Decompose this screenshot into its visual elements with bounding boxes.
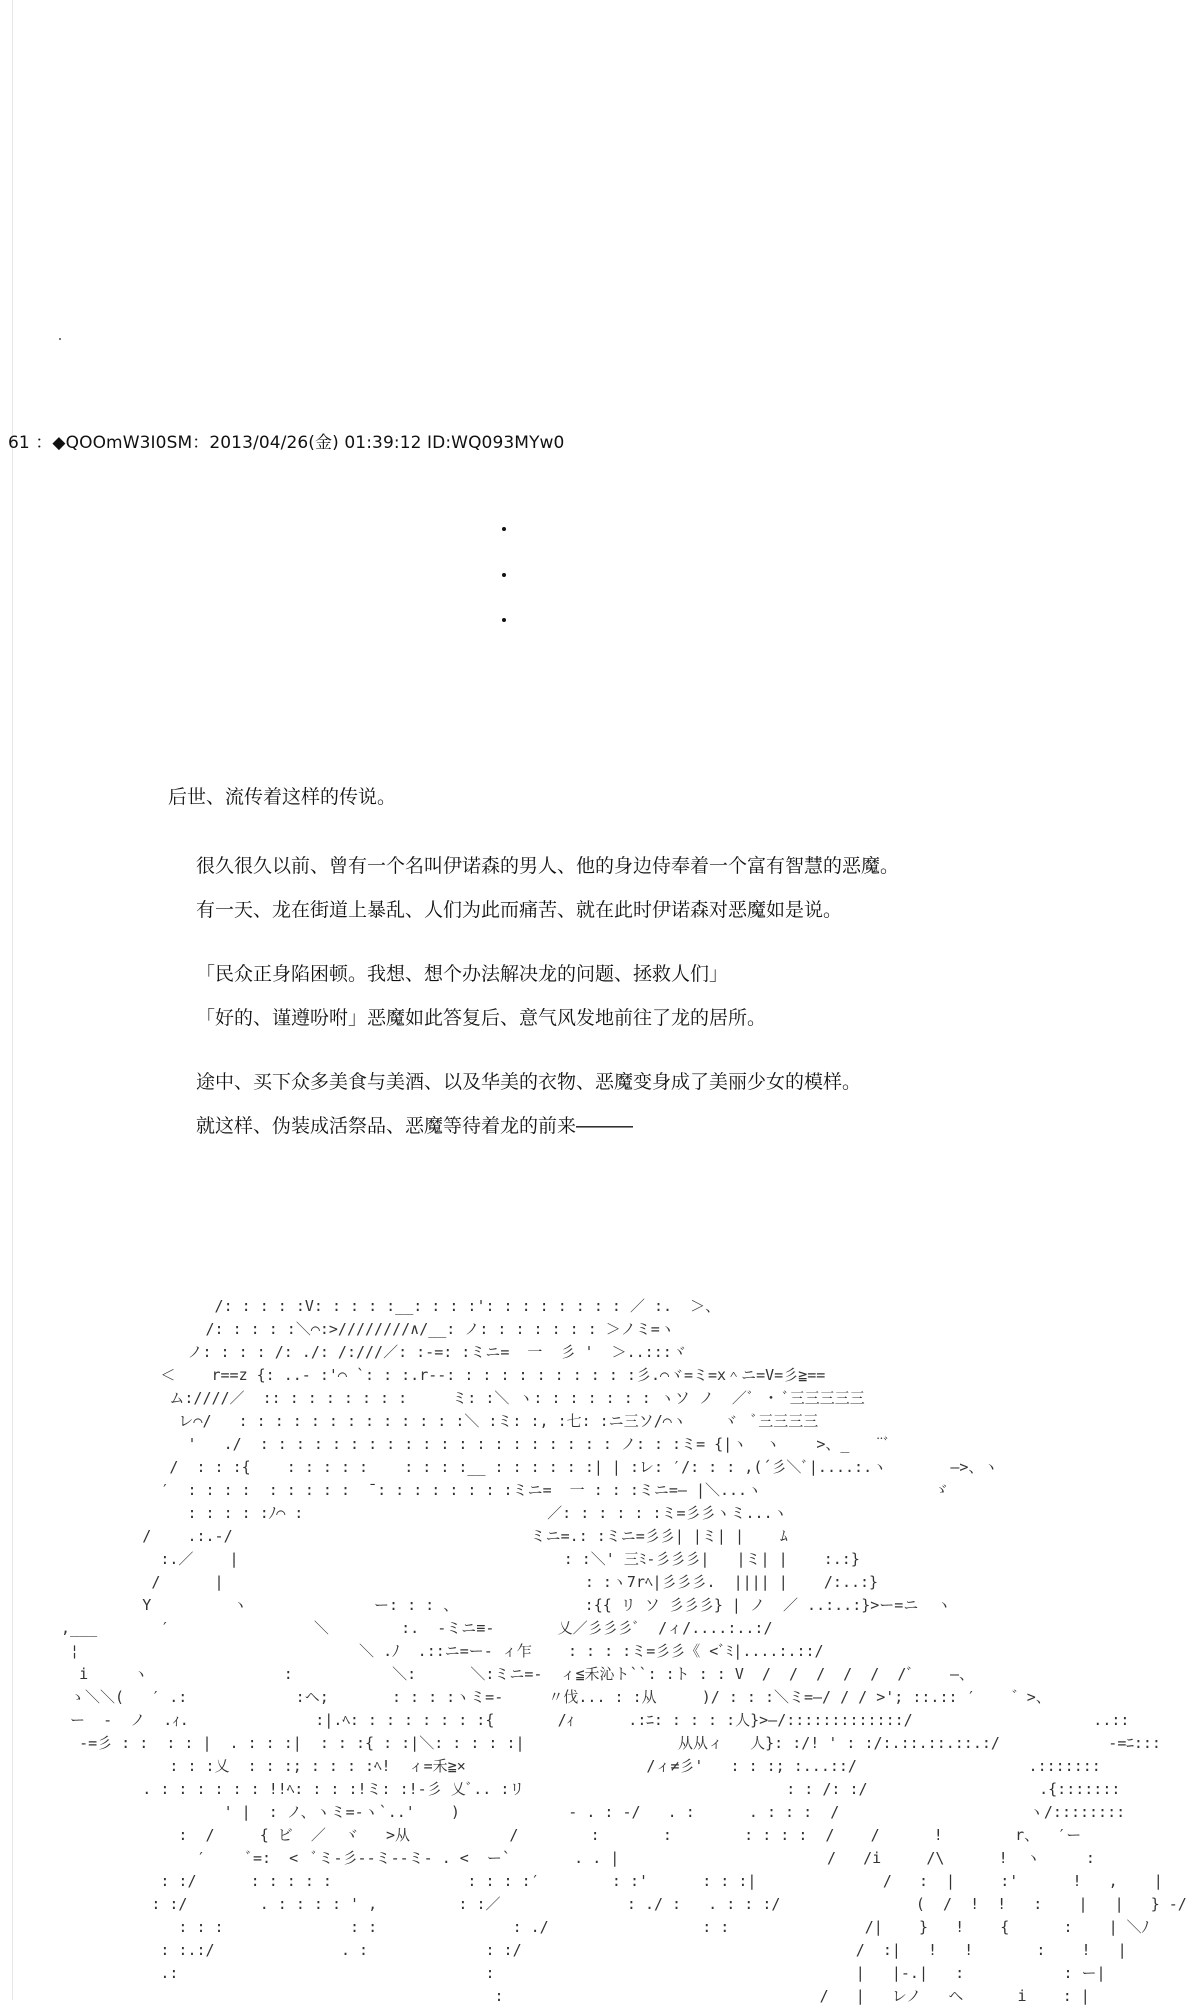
ellipsis-dot [502,573,506,577]
ellipsis-dot [502,527,506,531]
story-text [168,782,899,1148]
story-line: 「好的、谨遵吩咐」恶魔如此答复后、意气风发地前往了龙的居所。 [196,1007,767,1029]
post-header: 61 ：◆QOOmW3I0SM：2013/04/26(金) 01:39:12 ID:WQ093MYw0 [8,433,565,453]
story-line: 途中、买下众多美食与美酒、以及华美的衣物、恶魔变身成了美丽少女的模样。 [196,1071,862,1093]
story-line: 就这样、伪装成活祭品、恶魔等待着龙的前来――― [196,1115,634,1137]
story-line: 「民众正身陷困顿。我想、想个办法解决龙的问题、拯救人们」 [196,963,729,985]
story-line: 有一天、龙在街道上暴乱、人们为此而痛苦、就在此时伊诺森对恶魔如是说。 [196,899,843,921]
ellipsis-dot [502,618,506,622]
story-line: 很久很久以前、曾有一个名叫伊诺森的男人、他的身边侍奉着一个富有智慧的恶魔。 [196,855,900,877]
stray-dot [59,338,61,340]
ascii-art-illustration: /: : : : :V: : : : :__: : : :': : : : : : : : ／ :. ＞、 /: : : : :＼⌒:>////////∧/__: ノ: : : : : : : ＞ノミ=ヽ ノ: : : : /: ./: /:///／: :-=: :ミニ= 一 彡 ' ＞..:::ヾ ＜ r==z {: ..- :'⌒ `: : :.r--: : : : : : : : : : :彡.⌒ヾ=ミ=x＾ニ=V=彡≧== ム:////／ :: : : : : : : : ミ: :＼ ヽ: : : : : : : ヽソ ノ ／ﾞ ・ ﾞ三三三三三 レ⌒/ : : : : : : : : : : : : :＼ :ミ: :, :七: :ニ三ソ/⌒ヽ ヾ ﾞ三三三三 ' ./ : : : : : : : : : : : : : : : : : : : : ノ: : :ミ= {|ヽ ヽ >、_ ¨ﾞ / : : :{ : : : : : : : : :__ : : : : : :| | :レ: ′/: : : ,(´彡＼ﾞ|....:.ヽ ―>、ヽ ′ : : : : : : : : : ̄ : : : : : : : :ミニ= 一 : : :ミニ=― |＼...ヽ ゞ : : : : :ﾉ⌒ : ／: : : : : :ミ=彡彡ヽミ...ヽ / .:.-/ ミニ=.: :ミニ=彡彡| |ミ| | ﾑ :.／ | : :＼' 三ﾐ‐彡彡彡| |ミ| | :.:} / | : :ヽ7rﾍ|彡彡彡. |||| | /:..:} Y ヽ ー: : : 、 :{{ リ ソ 彡彡彡} | ノ ／ ..:..:}>ー=ニ ヽ ,___ ′ ＼ :. -ミニ≡- 乂／彡彡彡ﾞ /ィ/....:..:/ ¦ ＼ .ﾉ .::ニ=ー- ィ乍 : : : :ミ=彡彡《 <ﾞﾐ|....:.::/ i ヽ : ＼: ＼:ミニ=- ィ≦禾沁ト``: :ト : : V / / / / / /ﾞ ―、 ゝ＼＼( ′ .: :ヘ; : : : :ヽミ=- 〃伐... : :从 )/ : : :＼ミ=―/ / / >'; ::.:: ′ ゛>、 ー - ノ .ｨ. :|.ﾍ: : : : : : : :{ /ｨ .:ﾆ: : : : :人}>―/:::::::::::::/ ..:: -=彡 : : : : | . : : :| : : :{ : :|＼: : : : :| 从从ィ 人}: :/! ' : :/:.::.::.::.:/ -=ﾆ::: : : :乂 : : :; : : : :ﾍ! ィ=禾≧× /ィ≠彡' : : :; :...::/ .::::::: . : : : : : : !!ﾍ: : : :!ミ: :!-彡 乂ﾞ.. :リ : : /: :/ .{::::::: ' | : ノ、ヽミ=-ヽ`..' ) - . : -/ . : . : : : / ヽ/:::::::: : / { ビ ／ ヾ >从 / : : : : : : / / ! r、 ′ー ′ ﾞ=: < ﾞミ-彡--ミ--ミ- . < ー` . . | / /i /\ ! ヽ : : :/ : : : : : : : : :′ : :' : : :| / : | :' ! , | : :/ . : : : : ' , : :／ : ./ : . : : :/ ( / ! ! : | | } -/ : : : : : : ./ : : /| } ! { : | ＼ﾉ : :.:/ . : : :/ / :| ! ! : ! | .: : | |-.| : : ー| : / | レノ ヘ i : | [61,1297,1187,2005]
story-lead: 后世、流传着这样的传说。 [168,786,397,808]
